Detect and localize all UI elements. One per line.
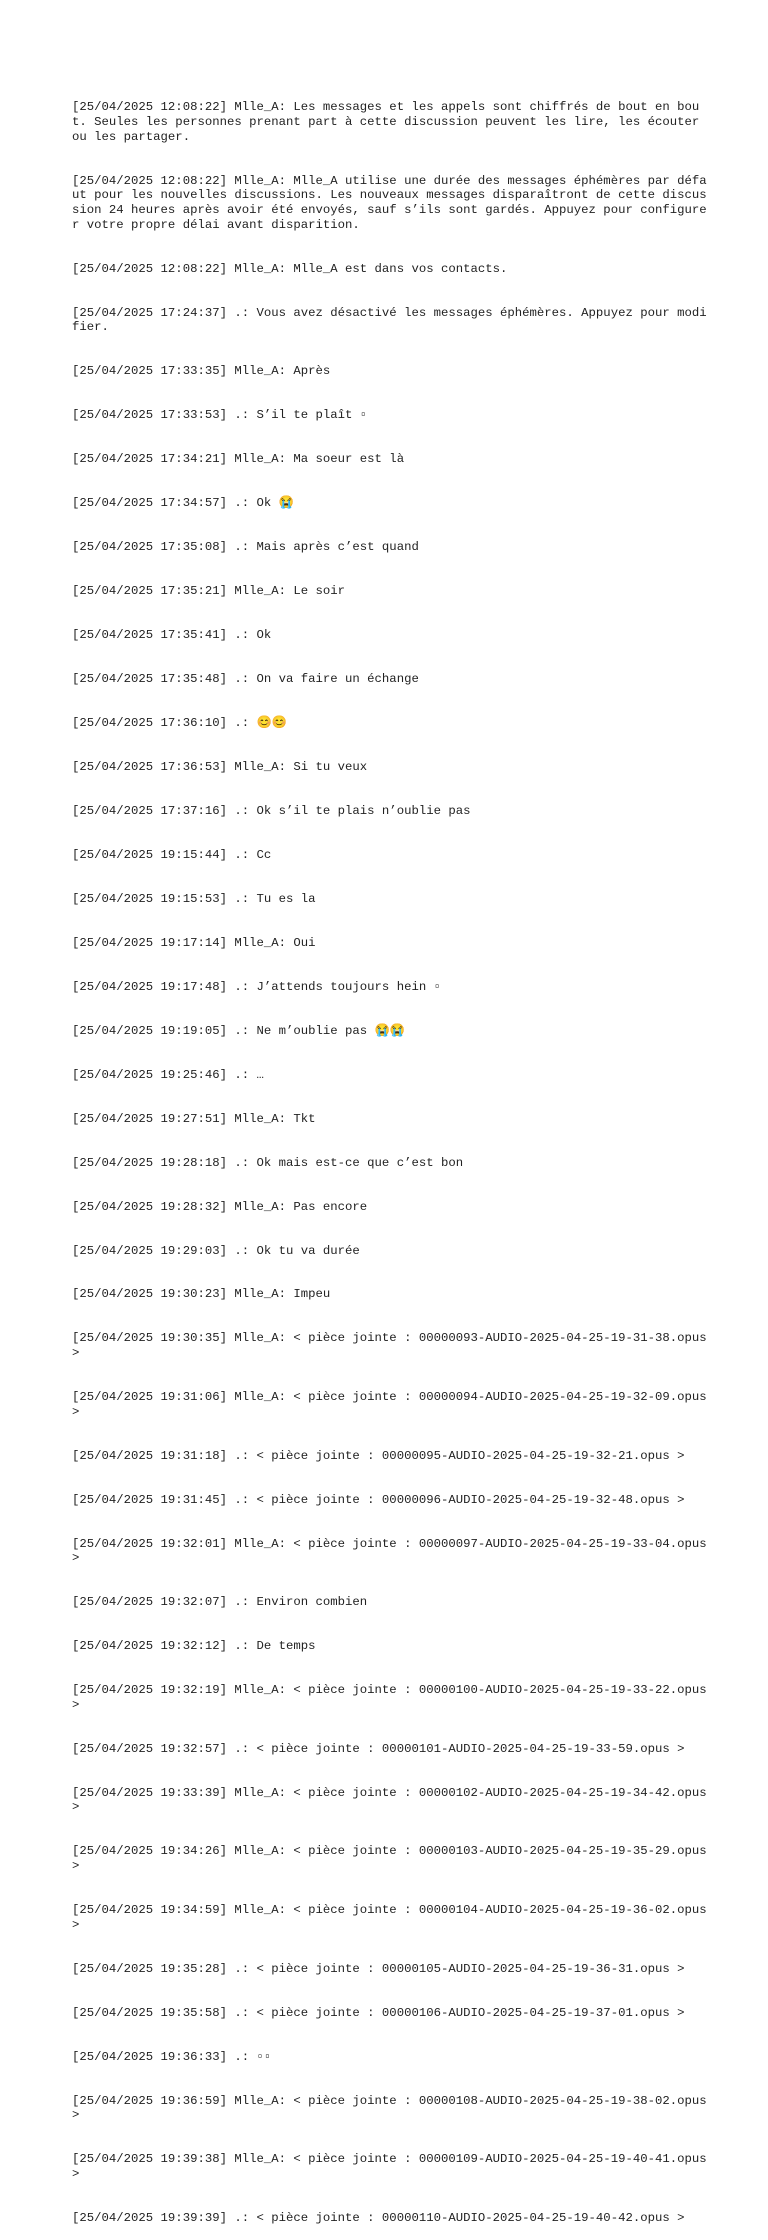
chat-message-line: [25/04/2025 19:15:44] .: Cc [72, 847, 272, 862]
chat-message-line: [25/04/2025 17:34:21] Mlle_A: Ma soeur est là [72, 452, 405, 467]
chat-message-line: [25/04/2025 12:08:22] Mlle_A: Mlle_A est dans vos contacts. [72, 261, 508, 276]
chat-message-line: [25/04/2025 19:25:46] .: … [72, 1067, 264, 1082]
chat-attachment-line: [25/04/2025 19:34:26] Mlle_A: < pièce jointe : 00000103-AUDIO-2025-04-25-19-35-29.opus > [72, 1844, 715, 1874]
chat-message-line: [25/04/2025 17:33:35] Mlle_A: Après [72, 364, 331, 379]
chat-attachment-line: [25/04/2025 19:30:35] Mlle_A: < pièce jointe : 00000093-AUDIO-2025-04-25-19-31-38.opus > [72, 1331, 715, 1361]
chat-attachment-line: [25/04/2025 19:32:01] Mlle_A: < pièce jointe : 00000097-AUDIO-2025-04-25-19-33-04.opus > [72, 1536, 715, 1566]
chat-message-line: [25/04/2025 12:08:22] Mlle_A: Mlle_A utilise une durée des messages éphémères par défaut pour les nouvelles discussions. Les nouveaux messages disparaîtront de cette discussion 24 heures après avoir été envoyés, sauf s’ils sont gardés. Appuyez pour configurer votre propre délai avant disparition. [72, 173, 707, 232]
chat-message-line: [25/04/2025 19:28:32] Mlle_A: Pas encore [72, 1199, 368, 1214]
chat-message-line: [25/04/2025 17:33:53] .: S’il te plaît ▫ [72, 408, 368, 423]
chat-attachment-line: [25/04/2025 19:34:59] Mlle_A: < pièce jointe : 00000104-AUDIO-2025-04-25-19-36-02.opus > [72, 1903, 715, 1932]
chat-message-line: [25/04/2025 19:32:07] .: Environ combien [72, 1595, 368, 1610]
chat-message-line: [25/04/2025 17:34:57] .: Ok 😭 [72, 496, 294, 511]
chat-attachment-line: [25/04/2025 19:33:39] Mlle_A: < pièce jointe : 00000102-AUDIO-2025-04-25-19-34-42.opus > [72, 1785, 715, 1815]
chat-message-line: [25/04/2025 17:35:41] .: Ok [72, 627, 272, 642]
chat-attachment-line: [25/04/2025 19:32:19] Mlle_A: < pièce jointe : 00000100-AUDIO-2025-04-25-19-33-22.opus > [72, 1683, 715, 1712]
chat-attachment-line: [25/04/2025 19:35:58] .: < pièce jointe : 00000106-AUDIO-2025-04-25-19-37-01.opus > [72, 2005, 685, 2020]
chat-attachment-line: [25/04/2025 19:36:59] Mlle_A: < pièce jointe : 00000108-AUDIO-2025-04-25-19-38-02.opus > [72, 2093, 715, 2123]
chat-message-line: [25/04/2025 17:36:10] .: 😊😊 [72, 715, 288, 730]
chat-message-line: [25/04/2025 19:27:51] Mlle_A: Tkt [72, 1111, 316, 1126]
chat-message-line: [25/04/2025 19:19:05] .: Ne m’oublie pas 😭😭 [72, 1023, 406, 1038]
chat-message-line: [25/04/2025 19:32:12] .: De temps [72, 1639, 316, 1654]
chat-message-line: [25/04/2025 17:35:08] .: Mais après c’est quand [72, 540, 419, 554]
chat-transcript [72, 71, 715, 2240]
chat-message-line: [25/04/2025 17:24:37] .: Vous avez désactivé les messages éphémères. Appuyez pour modifier. [72, 305, 707, 335]
chat-attachment-line: [25/04/2025 19:32:57] .: < pièce jointe : 00000101-AUDIO-2025-04-25-19-33-59.opus > [72, 1741, 685, 1756]
chat-attachment-line: [25/04/2025 19:35:28] .: < pièce jointe : 00000105-AUDIO-2025-04-25-19-36-31.opus > [72, 1961, 685, 1976]
chat-message-line: [25/04/2025 17:35:21] Mlle_A: Le soir [72, 583, 346, 598]
chat-message-line: [25/04/2025 17:37:16] .: Ok s’il te plais n’oublie pas [72, 803, 471, 818]
chat-attachment-line: [25/04/2025 19:39:38] Mlle_A: < pièce jointe : 00000109-AUDIO-2025-04-25-19-40-41.opus > [72, 2152, 715, 2181]
chat-message-line: [25/04/2025 17:35:48] .: On va faire un échange [72, 671, 419, 686]
chat-message-line: [25/04/2025 19:28:18] .: Ok mais est-ce que c’est bon [72, 1155, 464, 1170]
chat-attachment-line: [25/04/2025 19:31:06] Mlle_A: < pièce jointe : 00000094-AUDIO-2025-04-25-19-32-09.opus > [72, 1390, 715, 1419]
chat-message-line: [25/04/2025 12:08:22] Mlle_A: Les messages et les appels sont chiffrés de bout en bout. Seules les personnes prenant part à cette discussion peuvent les lire, les écouter ou les partager. [72, 100, 707, 144]
chat-message-line: [25/04/2025 19:29:03] .: Ok tu va durée [72, 1243, 360, 1258]
chat-message-line: [25/04/2025 19:36:33] .: ▫▫ [72, 2049, 272, 2064]
chat-message-line: [25/04/2025 19:17:48] .: J’attends toujours hein ▫ [72, 979, 441, 994]
chat-attachment-line: [25/04/2025 19:31:45] .: < pièce jointe : 00000096-AUDIO-2025-04-25-19-32-48.opus > [72, 1492, 685, 1507]
chat-attachment-line: [25/04/2025 19:39:39] .: < pièce jointe : 00000110-AUDIO-2025-04-25-19-40-42.opus > [72, 2210, 685, 2225]
chat-attachment-line: [25/04/2025 19:31:18] .: < pièce jointe : 00000095-AUDIO-2025-04-25-19-32-21.opus > [72, 1448, 685, 1463]
chat-message-line: [25/04/2025 19:17:14] Mlle_A: Oui [72, 935, 316, 950]
chat-message-line: [25/04/2025 17:36:53] Mlle_A: Si tu veux [72, 759, 368, 774]
chat-message-line: [25/04/2025 19:15:53] .: Tu es la [72, 891, 316, 906]
chat-message-line: [25/04/2025 19:30:23] Mlle_A: Impeu [72, 1287, 331, 1302]
